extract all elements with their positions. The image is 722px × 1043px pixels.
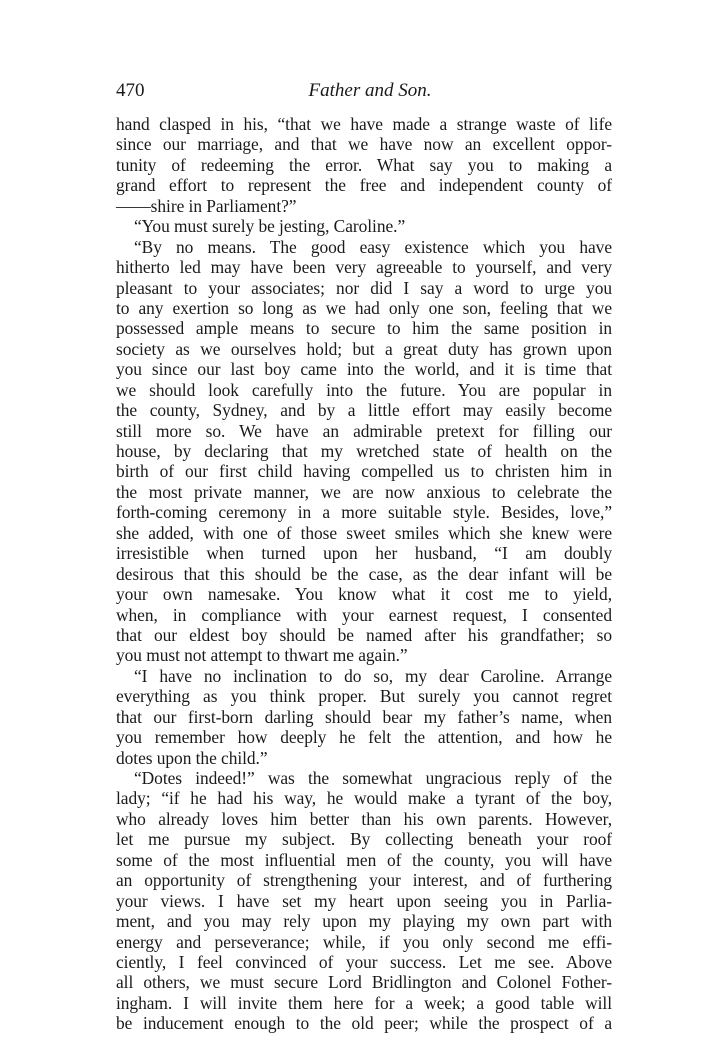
text-line: “I have no inclination to do so, my dear Caroline. Arrange	[134, 665, 612, 686]
text-line: ment, and you may rely upon my playing my own part with	[116, 911, 612, 932]
text-line: that our eldest boy should be named after his grandfather; so	[116, 624, 612, 645]
text-line: society as we ourselves hold; but a great duty has grown upon	[116, 338, 612, 359]
text-line: grand effort to represent the free and independent county of	[116, 175, 612, 196]
text-line: ciently, I feel convinced of your success. Let me see. Above	[116, 951, 612, 972]
running-title: Father and Son.	[308, 80, 432, 101]
text-line: to any exertion so long as we had only one son, feeling that we	[116, 297, 612, 318]
text-line: birth of our first child having compelled us to christen him in	[116, 461, 612, 482]
text-line: hand clasped in his, “that we have made a strange waste of life	[116, 114, 612, 134]
text-line: some of the most influential men of the county, you will have	[116, 849, 612, 870]
text-line: be inducement enough to the old peer; while the prospect of a	[116, 1013, 612, 1034]
text-line: you since our last boy came into the world, and it is time that	[116, 359, 612, 380]
text-line: that our first-born darling should bear my father’s name, when	[116, 706, 612, 727]
text-line: possessed ample means to secure to him the same position in	[116, 318, 612, 339]
text-line: forth-coming ceremony in a more suitable style. Besides, love,”	[116, 502, 612, 523]
body-text	[116, 114, 612, 1034]
text-line: ingham. I will invite them here for a week; a good table will	[116, 992, 612, 1013]
text-line: lady; “if he had his way, he would make a tyrant of the boy,	[116, 788, 612, 809]
text-line: “By no means. The good easy existence which you have	[134, 236, 612, 257]
text-line: since our marriage, and that we have now an excellent oppor-	[116, 134, 612, 155]
text-line: house, by declaring that my wretched state of health on the	[116, 441, 612, 461]
text-line: all others, we must secure Lord Bridlington and Colonel Fother-	[116, 972, 612, 993]
text-line: “You must surely be jesting, Caroline.”	[134, 216, 406, 237]
text-line: you remember how deeply he felt the attention, and how he	[116, 727, 612, 748]
text-line: when, in compliance with your earnest request, I consented	[116, 604, 612, 625]
text-line: tunity of redeeming the error. What say you to making a	[116, 154, 612, 175]
text-line: the most private manner, we are now anxious to celebrate the	[116, 481, 612, 502]
text-line: the county, Sydney, and by a little effort may easily become	[116, 400, 612, 421]
text-line: let me pursue my subject. By collecting beneath your roof	[116, 829, 612, 850]
text-line: energy and perseverance; while, if you only second me effi-	[116, 931, 612, 952]
text-line: dotes upon the child.”	[116, 747, 268, 768]
text-line: she added, with one of those sweet smiles which she knew were	[116, 522, 612, 543]
text-line: desirous that this should be the case, as the dear infant will be	[116, 563, 612, 584]
text-line: “Dotes indeed!” was the somewhat ungracious reply of the	[134, 768, 612, 788]
text-line: we should look carefully into the future. You are popular in	[116, 379, 612, 400]
text-line: your own namesake. You know what it cost me to yield,	[116, 584, 612, 605]
text-line: still more so. We have an admirable pretext for filling our	[116, 420, 612, 441]
text-line: you must not attempt to thwart me again.”	[116, 645, 408, 666]
page-number: 470	[116, 80, 145, 101]
text-line: ——shire in Parliament?”	[116, 195, 297, 216]
text-line: pleasant to your associates; nor did I say a word to urge you	[116, 277, 612, 298]
text-line: who already loves him better than his own parents. However,	[116, 808, 612, 829]
text-line: hitherto led may have been very agreeable to yourself, and very	[116, 257, 612, 278]
text-line: irresistible when turned upon her husband, “I am doubly	[116, 543, 612, 564]
text-line: an opportunity of strengthening your interest, and of furthering	[116, 870, 612, 891]
text-line: everything as you think proper. But surely you cannot regret	[116, 686, 612, 707]
text-line: your views. I have set my heart upon seeing you in Parlia-	[116, 890, 612, 911]
